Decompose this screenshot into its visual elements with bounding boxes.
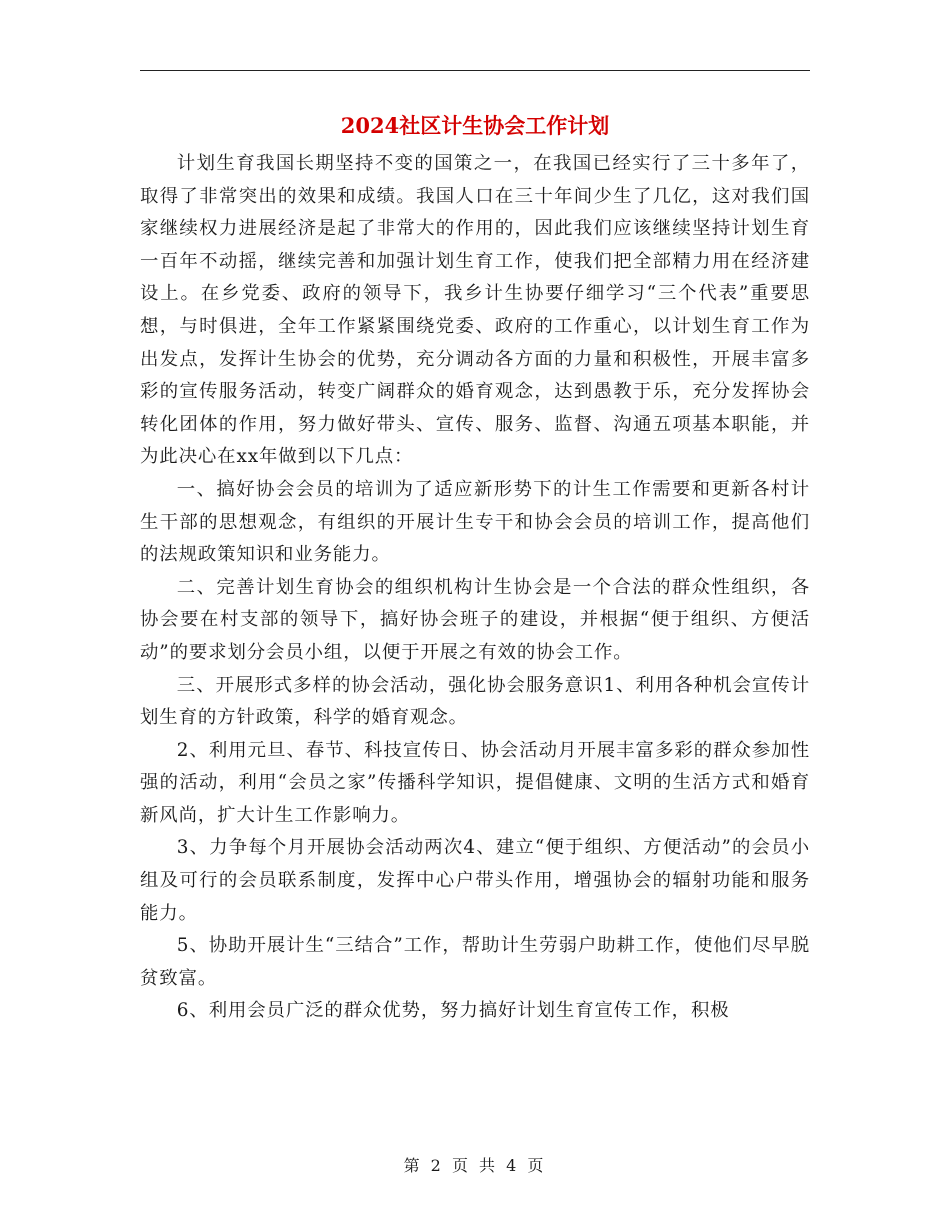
paragraph-item-1: 一、搞好协会会员的培训为了适应新形势下的计生工作需要和更新各村计生干部的思想观念，有组织的开展计生专干和协会会员的培训工作，提高他们的法规政策知识和业务能力。: [140, 478, 810, 566]
page-number-footer: 第 2 页 共 4 页: [403, 1156, 547, 1175]
header-rule: [140, 70, 810, 71]
paragraph-subitem-6: 6、利用会员广泛的群众优势，努力搞好计划生育宣传工作，积极: [176, 1000, 730, 1022]
paragraph-intro: 计划生育我国长期坚持不变的国策之一，在我国已经实行了三十多年了，取得了非常突出的效果和成绩。我国人口在三十年间少生了几亿，这对我们国家继续权力进展经济是起了非常大的作用的，因此我们应该继续坚持计划生育一百年不动摇，继续完善和加强计划生育工作，使我们把全部精力用在经济建设上。在乡党委、政府的领导下，我乡计生协要仔细学习“三个代表”重要思想，与时俱进，全年工作紧紧围绕党委、政府的工作重心，以计划生育工作为出发点，发挥计生协会的优势，充分调动各方面的力量和积极性，开展丰富多彩的宣传服务活动，转变广阔群众的婚育观念，达到愚教于乐，充分发挥协会转化团体的作用，努力做好带头、宣传、服务、监督、沟通五项基本职能，并为此决心在xx年做到以下几点：: [140, 153, 810, 468]
paragraph-subitem-3-4: 3、力争每个月开展协会活动两次4、建立“便于组织、方便活动”的会员小组及可行的会员联系制度，发挥中心户带头作用，增强协会的辐射功能和服务能力。: [140, 837, 810, 924]
paragraph-subitem-2: 2、利用元旦、春节、科技宣传日、协会活动月开展丰富多彩的群众参加性强的活动，利用“会员之家”传播科学知识，提倡健康、文明的生活方式和婚育新风尚，扩大计生工作影响力。: [140, 739, 810, 826]
document-title: 2024社区计生协会工作计划: [340, 113, 610, 138]
paragraph-item-2: 二、完善计划生育协会的组织机构计生协会是一个合法的群众性组织，各协会要在村支部的领导下，搞好协会班子的建设，并根据“便于组织、方便活动”的要求划分会员小组，以便于开展之有效的协会工作。: [140, 576, 810, 663]
paragraph-subitem-5: 5、协助开展计生“三结合”工作，帮助计生劳弱户助耕工作，使他们尽早脱贫致富。: [140, 935, 810, 989]
document-body: [140, 148, 810, 1028]
paragraph-item-3: 三、开展形式多样的协会活动，强化协会服务意识1、利用各种机会宣传计划生育的方针政策，科学的婚育观念。: [140, 674, 810, 729]
